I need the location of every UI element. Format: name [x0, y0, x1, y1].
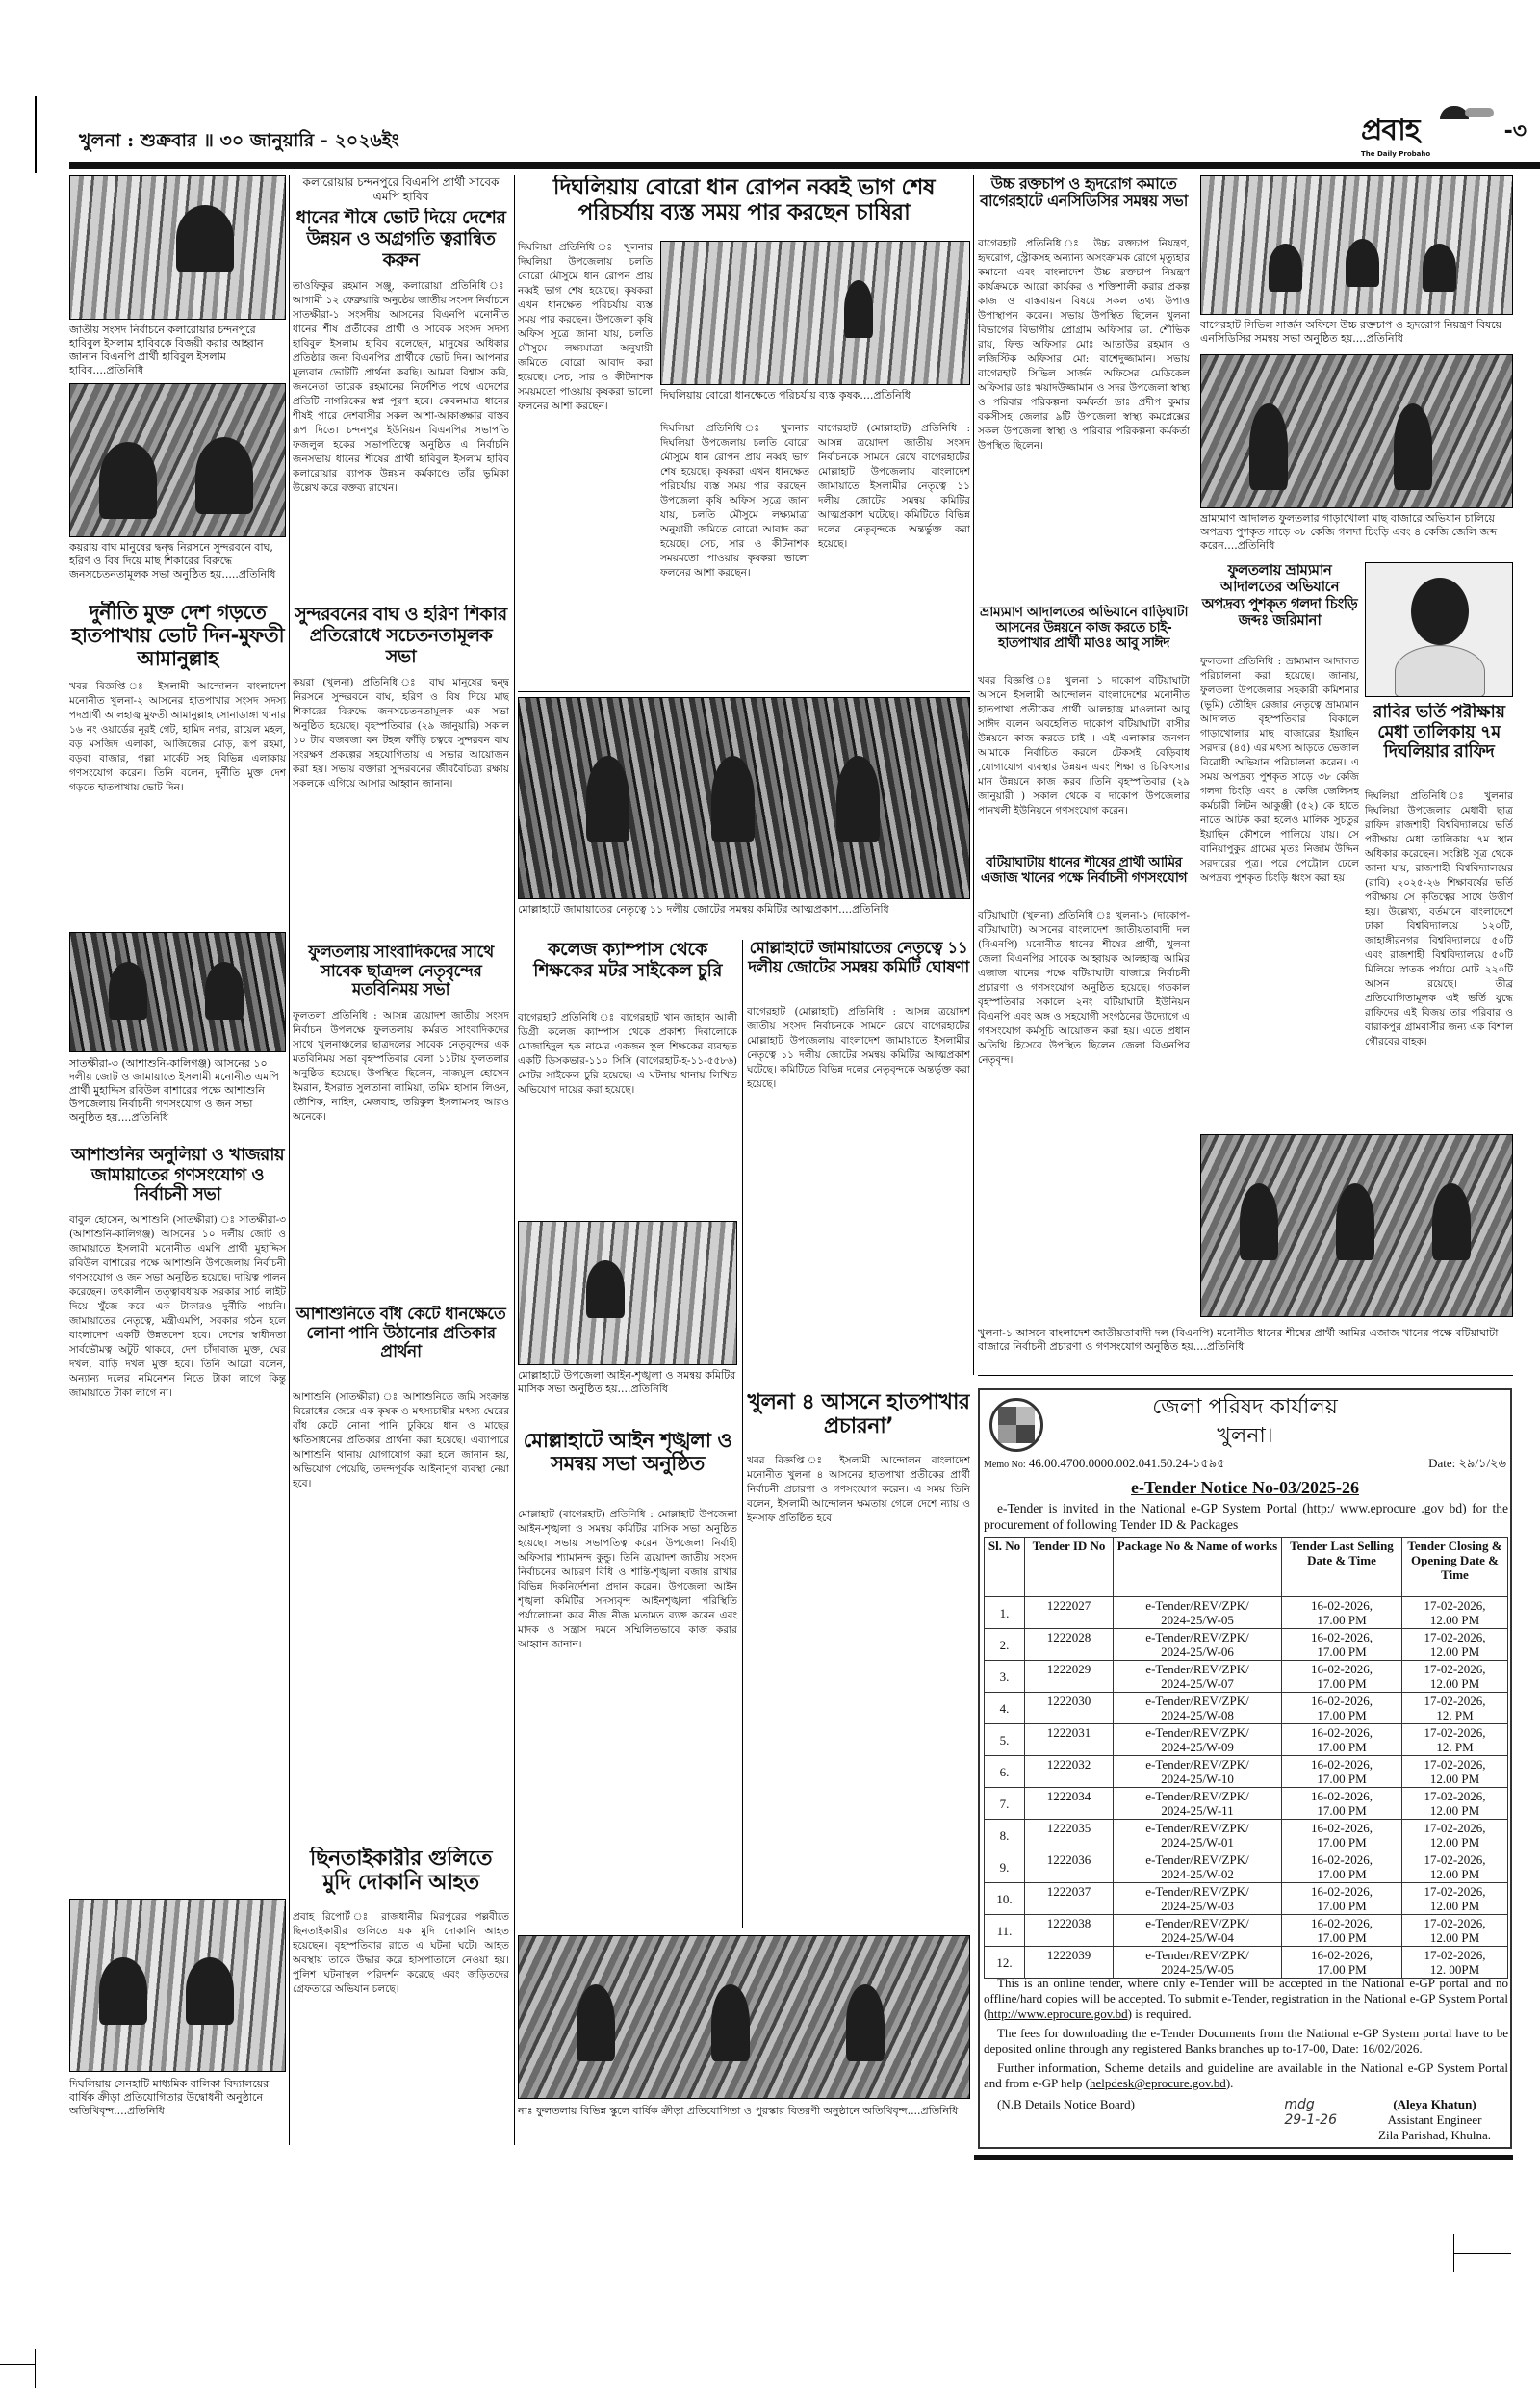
- time-line: 12.00 PM: [1429, 1867, 1480, 1881]
- date-line: 16-02-2026,: [1311, 1821, 1373, 1835]
- tender-table: [984, 1537, 1508, 1979]
- package-cell: [1114, 1947, 1282, 1979]
- eprocure-url-link[interactable]: http://www.eprocure.gov.bd: [988, 2006, 1128, 2021]
- time-line: 12. 00PM: [1429, 1962, 1480, 1977]
- signer-title: Assistant Engineer: [1387, 2112, 1482, 2127]
- headline: আশাশুনির অনুলিয়া ও খাজরায় জামায়াতের গণসংযোগ ও নির্বাচনী সভা: [70, 1146, 285, 1205]
- photo-caption: বাগেরহাট সিভিল সার্জন অফিসে উচ্চ রক্তচাপ ও হৃদরোগ নিয়ন্ত্রণ বিষয়ে এনসিডিসির সমন্বয় সভা অনুষ্ঠিত হয়....প্রতিনিধি: [1200, 319, 1502, 345]
- photo-rally-speaker: [69, 175, 286, 320]
- notice-date: Date: ২৯/১/২৬: [1428, 1456, 1506, 1470]
- headline: বটিয়াঘাটায় ধানের শীষের প্রার্থী আমির এজাজ খানের পক্ষে নির্বাচনী গণসংযোগ: [980, 855, 1188, 887]
- time-line: 17.00 PM: [1317, 1803, 1367, 1818]
- photo-caption: জাতীয় সংসদ নির্বাচনে কলারোয়ার চন্দনপুরে হাবিবুল ইসলাম হাবিবকে বিজয়ী করার আহ্বান জানান বিএনপি প্রার্থী হাবিবুল ইসলাম হাবিব....প্রতিনিধি: [69, 324, 264, 376]
- headline: ফুলতলায় সাংবাদিকদের সাথে সাবেক ছাত্রদল নেতৃবৃন্দের মতবিনিময় সভা: [308, 944, 494, 1000]
- article-body: দিঘলিয়া প্রতিনিধি ঃ খুলনার দিঘলিয়া উপজেলার মেধাবী ছাত্র রাফিদ রাজশাহী বিশ্ববিদ্যালয়ে ভর্তি পরীক্ষায় মেধা তালিকায় ৭ম স্থান অধিকার করেছেন। সংশ্লিষ্ট সূত্র থেকে জানা যায়, রাজশাহী বিশ্ববিদ্যালয়ের (রাবি) ২০২৫-২৬ শিক্ষাবর্ষের ভর্তি পরীক্ষায় সে কৃতিত্বের সাথে উত্তীর্ণ হয়। উল্লেখ্য, বর্তমানে বাংলাদেশে ঢাকা বিশ্ববিদ্যালয়ে ১২০টি, জাহাঙ্গীরনগর বিশ্ববিদ্যালয়ে ৫০টি এবং রাজশাহী বিশ্ববিদ্যালয়ে ৫০টি মিলিয়ে স্নাতক পর্যায়ে মোট ২২০টি আসন রয়েছে। তীব্র প্রতিযোগিতামূলক এই ভর্তি যুদ্ধে রাফিদের এই বিজয় তার পরিবার ও বারাকপুর গ্রামবাসীর জন্য এক বিশাল গৌরবের বাহক।: [1365, 790, 1513, 1048]
- package-cell: [1114, 1883, 1282, 1915]
- package-line: 2024-25/W-01: [1161, 1835, 1234, 1850]
- intro-text: ) for the procurement of following Tender ID & Packages: [984, 1501, 1509, 1532]
- signer-name: (Aleya Khatun): [1393, 2097, 1476, 2111]
- closing-date-cell: [1402, 1883, 1508, 1915]
- selling-date-cell: [1282, 1629, 1402, 1661]
- newspaper-logo: [1351, 106, 1527, 162]
- photo-caption: কয়রায় বাঘ মানুষের দ্বন্দ্ব নিরসনে সুন্দরবনে বাঘ, হরিণ ও বিষ দিয়ে মাছ শিকারের বিরুদ্ধে জনসচেতনতামূলক সভা অনুষ্ঠিত হয়.....প্রতিনিধি: [69, 541, 276, 581]
- time-line: 17.00 PM: [1317, 1676, 1367, 1691]
- date-line: 17-02-2026,: [1424, 1852, 1486, 1867]
- serial-cell: 6.: [985, 1756, 1025, 1788]
- package-line: e-Tender/REV/ZPK/: [1145, 1916, 1249, 1930]
- package-line: 2024-25/W-07: [1161, 1676, 1234, 1691]
- time-line: 12.00 PM: [1429, 1772, 1480, 1786]
- photo-bnp-campaign: [1200, 1134, 1513, 1317]
- selling-date-cell: [1282, 1756, 1402, 1788]
- photo-paddy-field: [660, 241, 970, 385]
- headline: সুন্দরবনের বাঘ ও হরিণ শিকার প্রতিরোধে সচেতনতামূলক সভা: [295, 605, 507, 667]
- time-line: 12.00 PM: [1429, 1899, 1480, 1913]
- time-line: 17.00 PM: [1317, 1644, 1367, 1659]
- headline: উচ্চ রক্তচাপ ও হৃদরোগ কমাতে বাগেরহাটে এনসিডিসির সমন্বয় সভা: [980, 175, 1188, 211]
- signer-block: [1378, 2097, 1491, 2143]
- date-line: 17-02-2026,: [1424, 1789, 1486, 1803]
- helpdesk-email-link[interactable]: helpdesk@eprocure.gov.bd: [1090, 2076, 1226, 2090]
- closing-date-cell: [1402, 1820, 1508, 1851]
- article-body: দিঘলিয়া প্রতিনিধি ঃ খুলনার দিঘলিয়া উপজেলায় চলতি বোরো মৌসুমে ধান রোপন প্রায় নব্বই ভাগ শেষ হয়েছে। কৃষকরা এখন ধানক্ষেত পরিচর্যায় ব্যস্ত সময় পার করছেন। উপজেলা কৃষি অফিস সূত্রে জানা যায়, চলতি মৌসুমে লক্ষ্যমাত্রা অনুযায়ী জমিতে বোরো আবাদ করা হয়েছে। সেচ, সার ও কীটনাশক সময়মতো পাওয়ায় কৃষকরা ভালো ফলনের আশা করছেন।: [518, 242, 653, 412]
- notice-paragraph: The fees for downloading the e-Tender Documents from the National e-GP System portal have to be deposited online through any registered Banks branches up to-17-00, Date: 16/02/2026.: [984, 2026, 1508, 2056]
- tender-id-cell: 1222039: [1025, 1947, 1114, 1979]
- article-body: আশাশুনি (সাতক্ষীরা) ঃ আশাশুনিতে জমি সংক্রান্ত বিরোধের জেরে এক কৃষক ও মৎস্যচাষীর মৎস্য ঘেরের বাঁধ কেটে নোনা পানি ঢুকিয়ে ধান ও মাছের ক্ষতিসাধনের প্রতিকার প্রার্থনা করা হয়েছে। এব্যাপারে আশাশুনি থানায় যোগাযোগ করা হলে জানান হয়, অভিযোগ পেয়েছি, তদন্দপূর্বক আইনানুগ ব্যবস্থা নেয়া হবে।: [293, 1391, 509, 1489]
- headline: ধানের শীষে ভোট দিয়ে দেশের উন্নয়ন ও অগ্রগতি ত্বরান্বিত করুন: [295, 208, 506, 271]
- package-line: e-Tender/REV/ZPK/: [1145, 1821, 1249, 1835]
- table-row: [985, 1756, 1508, 1788]
- section-rule: [518, 691, 970, 692]
- closing-date-cell: [1402, 1693, 1508, 1724]
- notice-paragraph: [984, 2060, 1508, 2091]
- serial-cell: 5.: [985, 1724, 1025, 1756]
- para-text: ).: [1225, 2076, 1234, 2090]
- col-header: Sl. No: [985, 1538, 1025, 1597]
- package-cell: [1114, 1851, 1282, 1883]
- headline: আশাশুনিতে বাঁধ কেটে ধানক্ষেতে লোনা পানি উঠানোর প্রতিকার প্রার্থনা: [295, 1306, 506, 1362]
- package-line: e-Tender/REV/ZPK/: [1145, 1884, 1249, 1899]
- para-text: ) is required.: [1127, 2006, 1192, 2021]
- closing-date-cell: [1402, 1724, 1508, 1756]
- selling-date-cell: [1282, 1597, 1402, 1629]
- table-row: [985, 1851, 1508, 1883]
- signer-office: Zila Parishad, Khulna.: [1378, 2128, 1491, 2142]
- date-line: 17-02-2026,: [1424, 1948, 1486, 1962]
- tender-id-cell: 1222028: [1025, 1629, 1114, 1661]
- time-line: 17.00 PM: [1317, 1740, 1367, 1754]
- headline: ছিনতাইকারীর গুলিতে মুদি দোকানি আহত: [309, 1847, 493, 1896]
- col-header: Package No & Name of works: [1114, 1538, 1282, 1597]
- photo-caption: মোল্লাহাটে উপজেলা আইন-শৃঙ্খলা ও সমন্বয় কমিটির মাসিক সভা অনুষ্ঠিত হয়....প্রতিনিধি: [518, 1369, 736, 1395]
- headline: রাবির ভর্তি পরীক্ষায় মেধা তালিকায় ৭ম দিঘলিয়ার রাফিদ: [1373, 703, 1505, 763]
- serial-cell: 2.: [985, 1629, 1025, 1661]
- article-body: খবর বিজ্ঞপ্তি ঃ খুলনা ১ দাকোপ বটিয়াঘাটা আসনে ইসলামী আন্দোলন বাংলাদেশের মনোনীত হাতপাখা প্রতীকের প্রার্থী আলহাজ্ব মাওলানা আবু সাঈদ বলেন অবহেলিত দাকোপ বটিয়াঘাটা বাসীর উন্নয়নে কাজ করতে চাই । এই এলাকার জনগন আমাকে নির্বাচিত করলে টেকসই বেড়িবাধ ,যোগাযোগ ব্যবস্থার উন্নয়ন এবং শিক্ষা ও চিকিৎসার মান উন্নয়নে কাজ করব ।তিনি বৃহস্পতিবার (২৯ জানুয়ারী ) সকাল থেকে ব দাকোপ উপজেলার পানখলী ইউনিয়নে গণসংযোগ করেন।: [978, 675, 1190, 816]
- kicker: কলারোয়ার চন্দনপুরে বিএনপি প্রার্থী সাবেক এমপি হাবিব: [302, 175, 500, 203]
- tender-id-cell: 1222030: [1025, 1693, 1114, 1724]
- closing-date-cell: [1402, 1851, 1508, 1883]
- photo-mobile-court: [1200, 354, 1513, 508]
- eprocure-link[interactable]: www.eprocure .gov bd: [1339, 1501, 1463, 1515]
- article-body: দিঘলিয়া প্রতিনিধি ঃ খুলনার দিঘলিয়া উপজেলায় চলতি বোরো মৌসুমে ধান রোপন প্রায় নব্বই ভাগ শেষ হয়েছে। কৃষকরা এখন ধানক্ষেত পরিচর্যায় ব্যস্ত সময় পার করছেন। উপজেলা কৃষি অফিস সূত্রে জানা যায়, চলতি মৌসুমে লক্ষ্যমাত্রা অনুযায়ী জমিতে বোরো আবাদ করা হয়েছে। সেচ, সার ও কীটনাশক সময়মতো পাওয়ায় কৃষকরা ভালো ফলনের আশা করছেন।: [660, 423, 809, 579]
- package-line: 2024-25/W-05: [1161, 1613, 1234, 1627]
- table-row: [985, 1629, 1508, 1661]
- newspaper-page: [69, 106, 1540, 2282]
- serial-cell: 12.: [985, 1947, 1025, 1979]
- date-line: 17-02-2026,: [1424, 1916, 1486, 1930]
- date-line: 16-02-2026,: [1311, 1694, 1373, 1708]
- table-row: [985, 1883, 1508, 1915]
- notice-title: e-Tender Notice No-03/2025-26: [1131, 1478, 1359, 1497]
- headline: ফুলতলায় ভ্রাম্যমান আদালতের অভিযানে অপদ্রব্য পুশকৃত গলদা চিংড়ি জব্দঃ জরিমানা: [1201, 562, 1358, 629]
- time-line: 17.00 PM: [1317, 1613, 1367, 1627]
- memo-value: 46.00.4700.0000.002.041.50.24-১৫৯৫: [1028, 1456, 1225, 1470]
- logo-subtitle: The Daily Probaho: [1361, 150, 1431, 158]
- tender-id-cell: 1222032: [1025, 1756, 1114, 1788]
- selling-date-cell: [1282, 1851, 1402, 1883]
- date-line: 16-02-2026,: [1311, 1884, 1373, 1899]
- serial-cell: 3.: [985, 1661, 1025, 1693]
- section-rule: [978, 1375, 1513, 1376]
- selling-date-cell: [1282, 1661, 1402, 1693]
- article-body: বটিয়াঘাটা (খুলনা) প্রতিনিধি ঃ খুলনা-১ (দাকোপ-বটিয়াঘাটা) আসনের বাংলাদেশ জাতীয়তাবাদী দল (বিএনপি) মনোনীত ধানের শীষের প্রার্থী, খুলনা জেলা বিএনপির সাবেক আহ্বায়ক আলহাজ্ব আমির এজাজ খানের পক্ষে বটিয়াঘাটা বাজারে নির্বাচনী প্রচারণা ও গণসংযোগ অনুষ্ঠিত হয়েছে। গতকাল বৃহস্পতিবার সকালে ২নং বটিয়াঘাটা ইউনিয়ন বিএনপি এবং অঙ্গ ও সহযোগী সংগঠনের উদ্যোগে এ গণসংযোগ কর্মসূচি আয়োজন করা হয়। এতে প্রধান অতিথি হিসেবে উপস্থিত ছিলেন জেলা বিএনপির নেতৃবৃন্দ।: [978, 910, 1190, 1066]
- crop-mark: [35, 2349, 36, 2388]
- time-line: 17.00 PM: [1317, 1962, 1367, 1977]
- package-line: 2024-25/W-03: [1161, 1899, 1234, 1913]
- package-line: e-Tender/REV/ZPK/: [1145, 1757, 1249, 1772]
- time-line: 12. PM: [1436, 1740, 1474, 1754]
- table-row: [985, 1693, 1508, 1724]
- package-line: 2024-25/W-04: [1161, 1930, 1234, 1945]
- date-line: 17-02-2026,: [1424, 1662, 1486, 1676]
- package-line: 2024-25/W-06: [1161, 1644, 1234, 1659]
- tender-id-cell: 1222031: [1025, 1724, 1114, 1756]
- table-header-row: [985, 1538, 1508, 1597]
- time-line: 12.00 PM: [1429, 1930, 1480, 1945]
- date-line: 16-02-2026,: [1311, 1948, 1373, 1962]
- dateline: খুলনা : শুক্রবার ॥ ৩০ জানুয়ারি - ২০২৬ইং: [79, 130, 399, 151]
- notice-paragraph: [984, 1976, 1508, 2022]
- time-line: 12.00 PM: [1429, 1676, 1480, 1691]
- table-row: [985, 1661, 1508, 1693]
- package-cell: [1114, 1820, 1282, 1851]
- package-cell: [1114, 1915, 1282, 1947]
- package-line: e-Tender/REV/ZPK/: [1145, 1948, 1249, 1962]
- article-body: তাওফিকুর রহমান সঞ্জু, কলারোয়া প্রতিনিধি ঃ আগামী ১২ ফেব্রুয়ারি অনুষ্ঠেয় জাতীয় সংসদ নির্বাচনে সাতক্ষীরা-১ সংসদীয় আসনের বিএনপি মনোনীত ধানের শীষ প্রতীকের প্রার্থী ও সাবেক সংসদ সদস্য হাবিবুল ইসলাম হাবিব বলেছেন, মানুষের অধিকার প্রতিষ্ঠার জন্য বিএনপির প্রার্থীকে ভোট দিন। আপনার মূল্যবান ভোটটি প্রার্থনা করছি। আমরা বিশ্বাস করি, জননেতা তারেক রহমানের নির্দেশিত পথে এদেশের প্রতিটি নাগরিকের স্বপ্ন পূরণ হবে। কেবলমাত্র ধানের শীষই পারে দেশবাসীর সকল আশা-আকাঙ্ক্ষার বাস্তব রূপ দিতে। চন্দনপুর ইউনিয়ন বিএনপির সভাপতি ফজলুল হকের সভাপতিত্বে অনুষ্ঠিত এ নির্বাচনি জনসভায় ধানের শীষের প্রার্থী হাবিবুল ইসলাম হাবিব কলারোয়ার ব্যাপক উন্নয়ন কর্মকাণ্ডে তাঁর ভূমিকা উল্লেখ করে বক্তব্য রাখেন।: [293, 280, 509, 494]
- date-line: 16-02-2026,: [1311, 1630, 1373, 1644]
- date-line: 17-02-2026,: [1424, 1598, 1486, 1613]
- office-city: খুলনা।: [1217, 1424, 1273, 1448]
- headline: মোল্লাহাটে জামায়াতের নেতৃত্বে ১১ দলীয় জোটের সমন্বয় কমিটি ঘোষণা: [748, 940, 969, 977]
- column-rule: [973, 175, 974, 1375]
- table-row: [985, 1597, 1508, 1629]
- package-cell: [1114, 1788, 1282, 1820]
- date-line: 17-02-2026,: [1424, 1694, 1486, 1708]
- selling-date-cell: [1282, 1947, 1402, 1979]
- article-body: ফুলতলা প্রতিনিধি : আসন্ন ত্রয়োদশ জাতীয় সংসদ নির্বাচন উপলক্ষে ফুলতলায় কর্মরত সাংবাদিকদের সাথে খুলনাঞ্চলের ছাত্রদলের সাবেক নেতৃবৃন্দের এক মতবিনিময় সভা বৃহস্পতিবার বেলা ১১টায় ফুলতলার অনুষ্ঠিত হয়েছে। উপস্থিত ছিলেন, নাজমুল হোসেন ইমরান, ইসরাত সুলতানা লামিয়া, তমিম হাসান লিওন, তৌশিক, নাহিদ, মেজবাহ, তরিকুল ইসলামসহ আরও অনেকে।: [293, 1010, 509, 1123]
- date-line: 17-02-2026,: [1424, 1630, 1486, 1644]
- package-line: 2024-25/W-08: [1161, 1708, 1234, 1722]
- package-line: e-Tender/REV/ZPK/: [1145, 1852, 1249, 1867]
- serial-cell: 9.: [985, 1851, 1025, 1883]
- cloud-icon: [1465, 108, 1494, 117]
- table-row: [985, 1947, 1508, 1979]
- time-line: 17.00 PM: [1317, 1772, 1367, 1786]
- serial-cell: 4.: [985, 1693, 1025, 1724]
- page-number: -৩: [1503, 119, 1527, 143]
- package-line: e-Tender/REV/ZPK/: [1145, 1789, 1249, 1803]
- package-cell: [1114, 1597, 1282, 1629]
- handwritten-signature: [1284, 2097, 1337, 2128]
- masthead: [69, 106, 1540, 162]
- package-cell: [1114, 1756, 1282, 1788]
- date-line: 16-02-2026,: [1311, 1757, 1373, 1772]
- photo-sports-event: [69, 1899, 286, 2072]
- column-rule: [514, 175, 515, 2145]
- tender-id-cell: 1222037: [1025, 1883, 1114, 1915]
- selling-date-cell: [1282, 1820, 1402, 1851]
- signature-initials: mdg: [1284, 2097, 1315, 2112]
- date-line: 17-02-2026,: [1424, 1725, 1486, 1740]
- photo-caption: মোল্লাহাটে জামায়াতের নেতৃত্বে ১১ দলীয় জোটের সমন্বয় কমিটির আত্মপ্রকাশ....প্রতিনিধি: [518, 903, 889, 916]
- closing-date-cell: [1402, 1661, 1508, 1693]
- tender-notice: [978, 1388, 1512, 2149]
- headline: ভ্রাম্যমাণ আদালতের অভিযানে বাড়িঘাটা আসনের উন্নয়নে কাজ করতে চাই-হাতপাখার প্রার্থী মাওঃ আবু সাঈদ: [979, 605, 1189, 652]
- office-name: জেলা পরিষদ কার্যালয়: [1152, 1395, 1338, 1419]
- logo-text: প্রবাহ: [1361, 114, 1420, 147]
- col-header: Tender Closing & Opening Date & Time: [1402, 1538, 1508, 1597]
- intro-text: e-Tender is invited in the National e-GP System Portal (http:/: [997, 1501, 1335, 1515]
- article-body: কয়রা (খুলনা) প্রতিনিধি ঃ বাঘ মানুষের দ্বন্দ্ব নিরসনে সুন্দরবনে বাঘ, হরিণ ও বিষ দিয়ে মাছ শিকারের বিরুদ্ধে জনসচেতনতামূলক এক সভা অনুষ্ঠিত হয়েছে। বৃহস্পতিবার (২৯ জানুয়ারি) সকাল ১০ টায় বজবজা বন টহল ফাঁড়ি চত্বরে সুন্দরবন বাঘ সংরক্ষণ প্রকল্পের সহযোগিতায় এ সভার আয়োজন করা হয়। সভায় বক্তারা সুন্দরবনের জীববৈচিত্র্য রক্ষায় সকলকে এগিয়ে আসার আহ্বান জানান।: [293, 677, 509, 789]
- time-line: 12.00 PM: [1429, 1835, 1480, 1850]
- notice-nb: (N.B Details Notice Board): [997, 2097, 1135, 2111]
- headline: দুর্নীতি মুক্ত দেশ গড়তে হাতপাখায় ভোট দিন-মুফতী আমানুল্লাহ: [70, 601, 285, 671]
- photo-caption: নাঃ ফুলতলায় বিভিন্ন স্কুলে বার্ষিক ক্রীড়া প্রতিযোগিতা ও পুরস্কার বিতরণী অনুষ্ঠানে অতিথিবৃন্দ....প্রতিনিধি: [518, 2105, 959, 2117]
- article-body: খবর বিজ্ঞপ্তি ঃ ইসলামী আন্দোলন বাংলাদেশ মনোনীত খুলনা-২ আসনের হাতপাখার সংসদ সদস্য পদপ্রার্থী আলহাজ্ব মুফতী আমানুল্লাহ সোনাডাঙ্গা থানার ১৬ নং ওয়ার্ডের নূরই গেট, হামিদ নগর, রায়েল মহল, বড় মসজিদ এলাকা, আজিজের মোড়, রূপ রহমা, বড়বা বাজার, গল্লা মার্কেট সহ বিভিন্ন এলাকায় গণসংযোগ করেন। তিনি বলেন, দুর্নীতি মুক্ত দেশ গড়তে হাতপাখায় ভোট দিন।: [69, 681, 286, 793]
- time-line: 12.00 PM: [1429, 1803, 1480, 1818]
- column-rule: [289, 175, 290, 2145]
- package-line: 2024-25/W-02: [1161, 1867, 1234, 1881]
- photo-ncd-meeting: [1200, 175, 1513, 315]
- column-rule: [742, 940, 743, 1928]
- package-line: e-Tender/REV/ZPK/: [1145, 1598, 1249, 1613]
- photo-meeting-koyra: [69, 383, 286, 537]
- package-cell: [1114, 1629, 1282, 1661]
- tender-id-cell: 1222038: [1025, 1915, 1114, 1947]
- package-line: 2024-25/W-11: [1161, 1803, 1234, 1818]
- closing-date-cell: [1402, 1597, 1508, 1629]
- photo-caption: দিঘলিয়ায় বোরো ধানক্ষেতে পরিচর্যায় ব্যস্ত কৃষক....প্রতিনিধি: [660, 389, 911, 401]
- package-line: 2024-25/W-09: [1161, 1740, 1234, 1754]
- package-line: e-Tender/REV/ZPK/: [1145, 1662, 1249, 1676]
- serial-cell: 7.: [985, 1788, 1025, 1820]
- time-line: 12.00 PM: [1429, 1613, 1480, 1627]
- selling-date-cell: [1282, 1724, 1402, 1756]
- col-header: Tender ID No: [1025, 1538, 1114, 1597]
- selling-date-cell: [1282, 1788, 1402, 1820]
- serial-cell: 10.: [985, 1883, 1025, 1915]
- para-text: Further information, Scheme details and guideline are available in the National e-GP System Portal and from e-GP help (: [984, 2060, 1508, 2090]
- serial-cell: 8.: [985, 1820, 1025, 1851]
- photo-school-sports: [518, 1935, 970, 2099]
- selling-date-cell: [1282, 1693, 1402, 1724]
- article-body: বাগেরহাট (মোল্লাহাট) প্রতিনিধি : আসন্ন ত্রয়োদশ জাতীয় সংসদ নির্বাচনকে সামনে রেখে বাগেরহাটের মোল্লাহাট উপজেলায় বাংলাদেশ জামায়াতে ইসলামীর নেতৃত্বে ১১ দলীয় জোটের সমন্বয় কমিটির আত্মপ্রকাশ ঘটেছে। কমিটিতে বিভিন্ন দলের নেতৃবৃন্দকে অন্তর্ভুক্ত করা হয়েছে।: [747, 1006, 970, 1090]
- date-line: 16-02-2026,: [1311, 1789, 1373, 1803]
- date-line: 16-02-2026,: [1311, 1598, 1373, 1613]
- table-row: [985, 1820, 1508, 1851]
- signature-date: 29-1-26: [1284, 2112, 1337, 2128]
- photo-jamaat-rally: [69, 932, 286, 1052]
- selling-date-cell: [1282, 1883, 1402, 1915]
- date-line: 16-02-2026,: [1311, 1916, 1373, 1930]
- package-line: e-Tender/REV/ZPK/: [1145, 1630, 1249, 1644]
- photo-law-order-meeting: [518, 1221, 737, 1365]
- date-line: 17-02-2026,: [1424, 1821, 1486, 1835]
- closing-date-cell: [1402, 1756, 1508, 1788]
- article-body: ফুলতলা প্রতিনিধি : ভ্রাম্যমান আদালত পরিচালনা করা হয়েছে। জানায়, ফুলতলা উপজেলার সহকারী কমিশনার (ভূমি) তৌহিদ রেজার নেতৃত্বে ভ্রাম্যমান আদালত বৃহস্পতিবার বিকালে গাড়াখোলার মাছ বাজারের ইয়াছিন সরদার (৪৫) এর মৎস্য আড়তে ভেজাল বিরোধী অভিযান পরিচালনা করেন। এ সময় অপদ্রব্য পুশকৃত সাড়ে ৩৮ কেজি গলদা চিংড়ি এবং ৪ কেজি জেলিসহ কর্মচারী লিটন আকুঞ্জী (৫২) কে হাতে নাতে আটক করা হলেও মালিক সুচতুর ইয়াছিন কৌশলে পালিয়ে যায়। সে বানিয়াপুকুর গ্রামের মৃতঃ নিজাম উদ্দিন সরদারের পুত্র। পরে পেট্রোল ঢেলে অপদ্রব্য পুশকৃত চিংড়ি ধ্বংস করা হয়।: [1200, 656, 1359, 884]
- photo-jamaat-committee: [518, 697, 970, 899]
- tender-id-cell: 1222027: [1025, 1597, 1114, 1629]
- photo-caption: খুলনা-১ আসনে বাংলাদেশ জাতীয়তাবাদী দল (বিএনপি) মনোনীত ধানের শীষের প্রার্থী আমির এজাজ খানের পক্ষে বটিয়াঘাটা বাজারে নির্বাচনী প্রচারণা ও গণসংযোগ অনুষ্ঠিত হয়....প্রতিনিধি: [978, 1327, 1499, 1353]
- photo-caption: সাতক্ষীরা-৩ (আশাশুনি-কালিগঞ্জ) আসনের ১০ দলীয় জোট ও জামায়াতে ইসলামী মনোনীত এমপি প্রার্থী মুহাদ্দিস রবিউল বাশারের পক্ষে আশাশুনি উপজেলায় নির্বাচনী গণসংযোগ ও জন সভা অনুষ্ঠিত হয়....প্রতিনিধি: [69, 1057, 279, 1124]
- package-line: e-Tender/REV/ZPK/: [1145, 1694, 1249, 1708]
- article-body: খবর বিজ্ঞপ্তি ঃ ইসলামী আন্দোলন বাংলাদেশ মনোনীত খুলনা ৪ আসনের হাতপাখা প্রতীকের প্রার্থী নির্বাচনী প্রচারণা ও গণসংযোগ করেন। এ সময় তিনি বলেন, ইসলামী আন্দোলন ক্ষমতায় গেলে দেশে ন্যায় ও ইনসাফ প্রতিষ্ঠিত হবে।: [747, 1455, 970, 1524]
- package-line: 2024-25/W-05: [1161, 1962, 1234, 1977]
- memo-number: [984, 1456, 1225, 1473]
- crop-mark: [35, 96, 37, 173]
- photo-caption: ভ্রাম্যমাণ আদালত ফুলতলার গাড়াখোলা মাছ বাজারে অভিযান চালিয়ে অপদ্রব্য পুশকৃত সাড়ে ৩৮ কেজি গলদা চিংড়ি এবং ৪ কেজি জেলি জব্দ করেন....প্রতিনিধি: [1200, 512, 1498, 552]
- package-cell: [1114, 1661, 1282, 1693]
- closing-date-cell: [1402, 1629, 1508, 1661]
- article-body: বাবুল হোসেন, আশাশুনি (সাতক্ষীরা) ঃ সাতক্ষীরা-৩ (আশাশুনি-কালিগঞ্জ) আসনের ১০ দলীয় জোট ও জামায়াতে ইসলামী মনোনীত এমপি প্রার্থী মুহাদ্দিস রবিউল বাশারের পক্ষে আশাশুনি উপজেলায় নির্বাচনী গণসংযোগ ও জন সভা অনুষ্ঠিত হয়েছে। দায়িত্ব পালন করেছেন। তৎকালীন তত্ত্বাবধায়ক সরকার সার্চ লাইট দিয়ে খুঁজে করে এক টাকারও দুর্নীতি পায়নি।জামায়াতের নেতৃত্বে, মন্ত্রীএমপি, সরকার গঠন হলে বাংলাদেশ একটি উন্নতদেশ হবে। দেশের স্বাধীনতা সার্বভৌমত্ব অটুট থাকবে, দেশ চাঁদাবাজ মুক্ত, ঘের দখল, বাড়ি দখল মুক্ত হবে। তিনি আরো বলেন, অন্যান্য দলের নমিনেশন নিতে টাকা লাগে কিন্তু জামায়াতে টাকা লাগে না।: [69, 1214, 286, 1399]
- serial-cell: 1.: [985, 1597, 1025, 1629]
- para-text: This is an online tender, where only e-Tender will be accepted in the National e-GP portal and no offline/hard copies will be accepted. To submit e-Tender, registration in the National e-GP System Portal (: [984, 1976, 1508, 2021]
- headline: মোল্লাহাটে আইন শৃঙ্খলা ও সমন্বয় সভা অনুষ্ঠিত: [523, 1429, 732, 1476]
- date-line: 17-02-2026,: [1424, 1757, 1486, 1772]
- footer-rule: [974, 2155, 1513, 2160]
- time-line: 17.00 PM: [1317, 1867, 1367, 1881]
- notice-intro: [984, 1500, 1508, 1533]
- closing-date-cell: [1402, 1915, 1508, 1947]
- table-row: [985, 1788, 1508, 1820]
- time-line: 17.00 PM: [1317, 1835, 1367, 1850]
- photo-caption: দিঘলিয়ায় সেনহাটি মাধ্যমিক বালিকা বিদ্যালয়ের বার্ষিক ক্রীড়া প্রতিযোগিতার উদ্বোধনী অনুষ্ঠানে অতিথিবৃন্দ....প্রতিনিধি: [69, 2078, 270, 2117]
- tender-id-cell: 1222029: [1025, 1661, 1114, 1693]
- serial-cell: 11.: [985, 1915, 1025, 1947]
- article-body: বাগেরহাট (মোল্লাহাট) প্রতিনিধি : আসন্ন ত্রয়োদশ জাতীয় সংসদ নির্বাচনকে সামনে রেখে বাগেরহাটের মোল্লাহাট উপজেলায় বাংলাদেশ জামায়াতে ইসলামীর নেতৃত্বে ১১ দলীয় জোটের সমন্বয় কমিটির আত্মপ্রকাশ ঘটেছে। কমিটিতে বিভিন্ন দলের নেতৃবৃন্দকে অন্তর্ভুক্ত করা হয়েছে।: [818, 423, 970, 550]
- package-line: 2024-25/W-10: [1161, 1772, 1234, 1786]
- tender-id-cell: 1222034: [1025, 1788, 1114, 1820]
- table-row: [985, 1915, 1508, 1947]
- time-line: 12.00 PM: [1429, 1644, 1480, 1659]
- headline: কলেজ ক্যাম্পাস থেকে শিক্ষকের মটর সাইকেল চুরি: [533, 940, 722, 981]
- package-cell: [1114, 1693, 1282, 1724]
- col-header: Tender Last Selling Date & Time: [1282, 1538, 1402, 1597]
- time-line: 17.00 PM: [1317, 1930, 1367, 1945]
- article-body: মোল্লাহাট (বাগেরহাট) প্রতিনিধি : মোল্লাহাট উপজেলা আইন-শৃঙ্খলা ও সমন্বয় কমিটির মাসিক সভা অনুষ্ঠিত হয়েছে। সভায় সভাপতিত্ব করেন উপজেলা নির্বাহী অফিসার শ্যামানন্দ কুন্ডু। তিনি ত্রয়োদশ জাতীয় সংসদ নির্বাচনের আচরণ বিধি ও শান্তি-শৃঙ্খলা বজায় রাখার বিভিন্ন দিকনির্দেশনা প্রদান করেন। উপজেলা আইন শৃঙ্খলা কমিটির সদস্যবৃন্দ আইনশৃঙ্খলা পরিস্থিতি পর্যালোচনা করে নীজ নীজ মতামত ব্যক্ত করেন এবং মাদক ও সন্ত্রাস দমনে সম্মিলিতভাবে কাজ করার আহ্বান জানান।: [518, 1509, 737, 1650]
- date-line: 17-02-2026,: [1424, 1884, 1486, 1899]
- package-cell: [1114, 1724, 1282, 1756]
- tender-id-cell: 1222035: [1025, 1820, 1114, 1851]
- tender-id-cell: 1222036: [1025, 1851, 1114, 1883]
- article-body: বাগেরহাট প্রতিনিধি ঃ উচ্চ রক্তচাপ নিয়ন্ত্রণ, হৃদরোগ, স্ট্রোকসহ অন্যান্য অসংক্রামক রোগে মৃত্যুহার কমানো এবং বাংলাদেশ উচ্চ রক্তচাপ নিয়ন্ত্রণ কার্যক্রমকে আরো কার্যকর ও শক্তিশালী করার প্রকল্প কাজ ও বাস্তবায়ন বিষয়ে সকল তথ্য উপাত্ত উপাস্থাপন করেন। সভায় উপস্থিত ছিলেন খুলনা বিভাগের বিভাগীয় প্রোগ্রাম অফিসার ডা. শৌভিক রায়, ফিল্ড অফিসার মোঃ আতাউর রহমান ও লজিস্টিক অফিসার মো: বাশেদুজ্জামান। সভায় বাগেরহাট সিভিল সার্জন অফিসের মেডিকেল অফিসার ডাঃ ঋয়াদউজ্জামান ও সদর উপজেলা স্বাস্থ্য ও পরিবার পরিকল্পনা কর্মকর্তা ডাঃ প্রদীপ কুমার বকসীসহ জেলার ৯টি উপজেলা স্বাস্থ্য কমপ্লেক্সের সকল উপজেলা স্বাস্থ্য ও পরিবার পরিকল্পনা কর্মকর্তা উপস্থিত ছিলেন।: [978, 238, 1190, 452]
- date-line: 16-02-2026,: [1311, 1852, 1373, 1867]
- lead-headline: দিঘলিয়ায় বোরো ধান রোপন নব্বই ভাগ শেষ পরিচর্যায় ব্যস্ত সময় পার করছেন চাষিরা: [552, 175, 936, 226]
- time-line: 17.00 PM: [1317, 1899, 1367, 1913]
- masthead-rule: [69, 162, 1540, 169]
- table-row: [985, 1724, 1508, 1756]
- selling-date-cell: [1282, 1915, 1402, 1947]
- date-line: 16-02-2026,: [1311, 1662, 1373, 1676]
- date-line: 16-02-2026,: [1311, 1725, 1373, 1740]
- memo-label: Memo No:: [984, 1460, 1026, 1470]
- photo-student-portrait: [1365, 562, 1513, 697]
- article-body: প্রবাহ রিপোর্ট ঃ রাজধানীর মিরপুরের পল্লবীতে ছিনতাইকারীর গুলিতে এক মুদি দোকানি আহত হয়েছেন। বৃহস্পতিবার রাতে এ ঘটনা ঘটে। আহত অবস্থায় তাকে উদ্ধার করে হাসপাতালে নেওয়া হয়। পুলিশ ঘটনাস্থল পরিদর্শন করেছে এবং জড়িতদের গ্রেফতারে অভিযান চলছে।: [293, 1911, 509, 1995]
- time-line: 17.00 PM: [1317, 1708, 1367, 1722]
- closing-date-cell: [1402, 1788, 1508, 1820]
- crop-mark: [0, 2364, 35, 2365]
- package-line: e-Tender/REV/ZPK/: [1145, 1725, 1249, 1740]
- article-body: বাগেরহাট প্রতিনিধি ঃ বাগেরহাট খান জাহান আলী ডিগ্রী কলেজ ক্যাম্পাস থেকে প্রকাশ্য দিবালোকে মোজাহিদুল হক নামের একজন স্কুল শিক্ষকের ব্যবহৃত একটি ডিসকভার-১১০ সিসি (বাগেরহাট-হ-১১-৫৫৮৬) মোটর সাইকেল চুরি হয়েছে। এ ঘটনায় থানায় লিখিত অভিযোগ দায়ের করা হয়েছে।: [518, 1012, 737, 1096]
- closing-date-cell: [1402, 1947, 1508, 1979]
- headline: খুলনা ৪ আসনে হাতপাখার প্রচারনা’: [747, 1390, 970, 1439]
- time-line: 12. PM: [1436, 1708, 1474, 1722]
